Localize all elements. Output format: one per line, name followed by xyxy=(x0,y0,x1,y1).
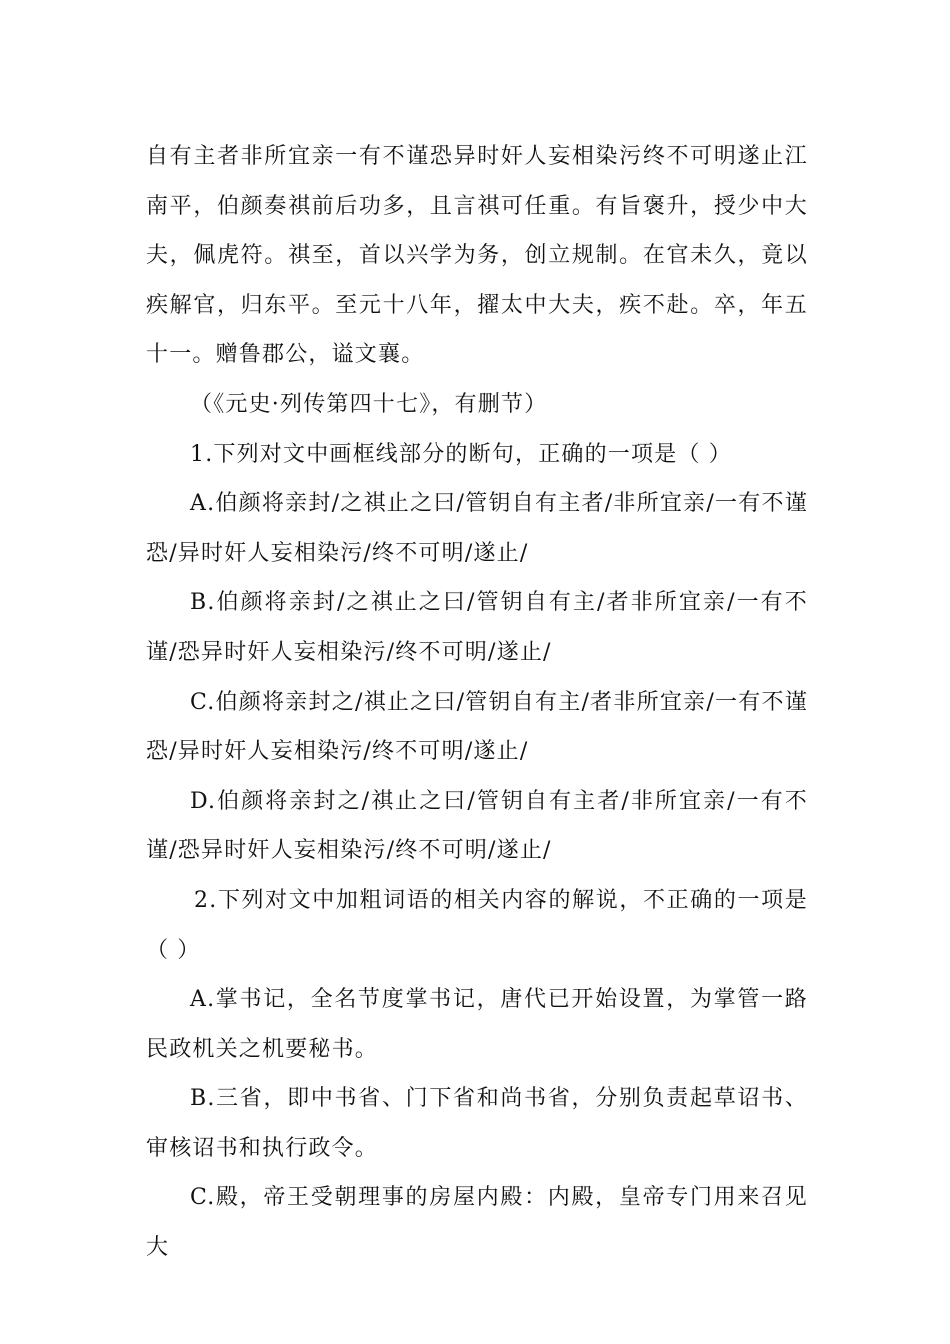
question-1: 1.下列对文中画框线部分的断句，正确的一项是（ ） xyxy=(190,441,732,467)
question-2-option-c: C.殿，帝王受朝理事的房屋内殿：内殿，皇帝专门用来召见大 xyxy=(146,1185,808,1261)
question-1-option-a: A.伯颜将亲封/之祺止之曰/管钥自有主者/非所宜亲/一有不谨恐/异时奸人妄相染污/终不可明/遂止/ xyxy=(146,491,808,566)
question-2-option-b: B.三省，即中书省、门下省和尚书省，分别负责起草诏书、审核诏书和执行政令。 xyxy=(146,1086,808,1161)
document-page xyxy=(146,132,808,1273)
source-citation: （《元史·列传第四十七》，有删节） xyxy=(190,391,548,417)
passage-continuation: 自有主者非所宜亲一有不谨恐异时奸人妄相染污终不可明遂止江南平，伯颜奏祺前后功多，且言祺可任重。有旨褒升，授少中大夫，佩虎符。祺至，首以兴学为务，创立规制。在官未久，竟以疾解官，归东平。至元十八年，擢太中大夫，疾不赴。卒，年五十一。赠鲁郡公，谥文襄。 xyxy=(146,144,808,368)
question-1-option-d: D.伯颜将亲封之/祺止之曰/管钥自有主者/非所宜亲/一有不谨/恐异时奸人妄相染污/终不可明/遂止/ xyxy=(146,788,808,864)
question-1-option-c: C.伯颜将亲封之/祺止之曰/管钥自有主/者非所宜亲/一有不谨恐/异时奸人妄相染污/终不可明/遂止/ xyxy=(146,689,808,765)
question-2-option-a: A.掌书记，全名节度掌书记，唐代已开始设置，为掌管一路民政机关之机要秘书。 xyxy=(146,987,808,1062)
question-2: 2.下列对文中加粗词语的相关内容的解说，不正确的一项是（ ） xyxy=(146,887,808,963)
question-1-option-b: B.伯颜将亲封/之祺止之曰/管钥自有主/者非所宜亲/一有不谨/恐异时奸人妄相染污/终不可明/遂止/ xyxy=(146,590,808,665)
